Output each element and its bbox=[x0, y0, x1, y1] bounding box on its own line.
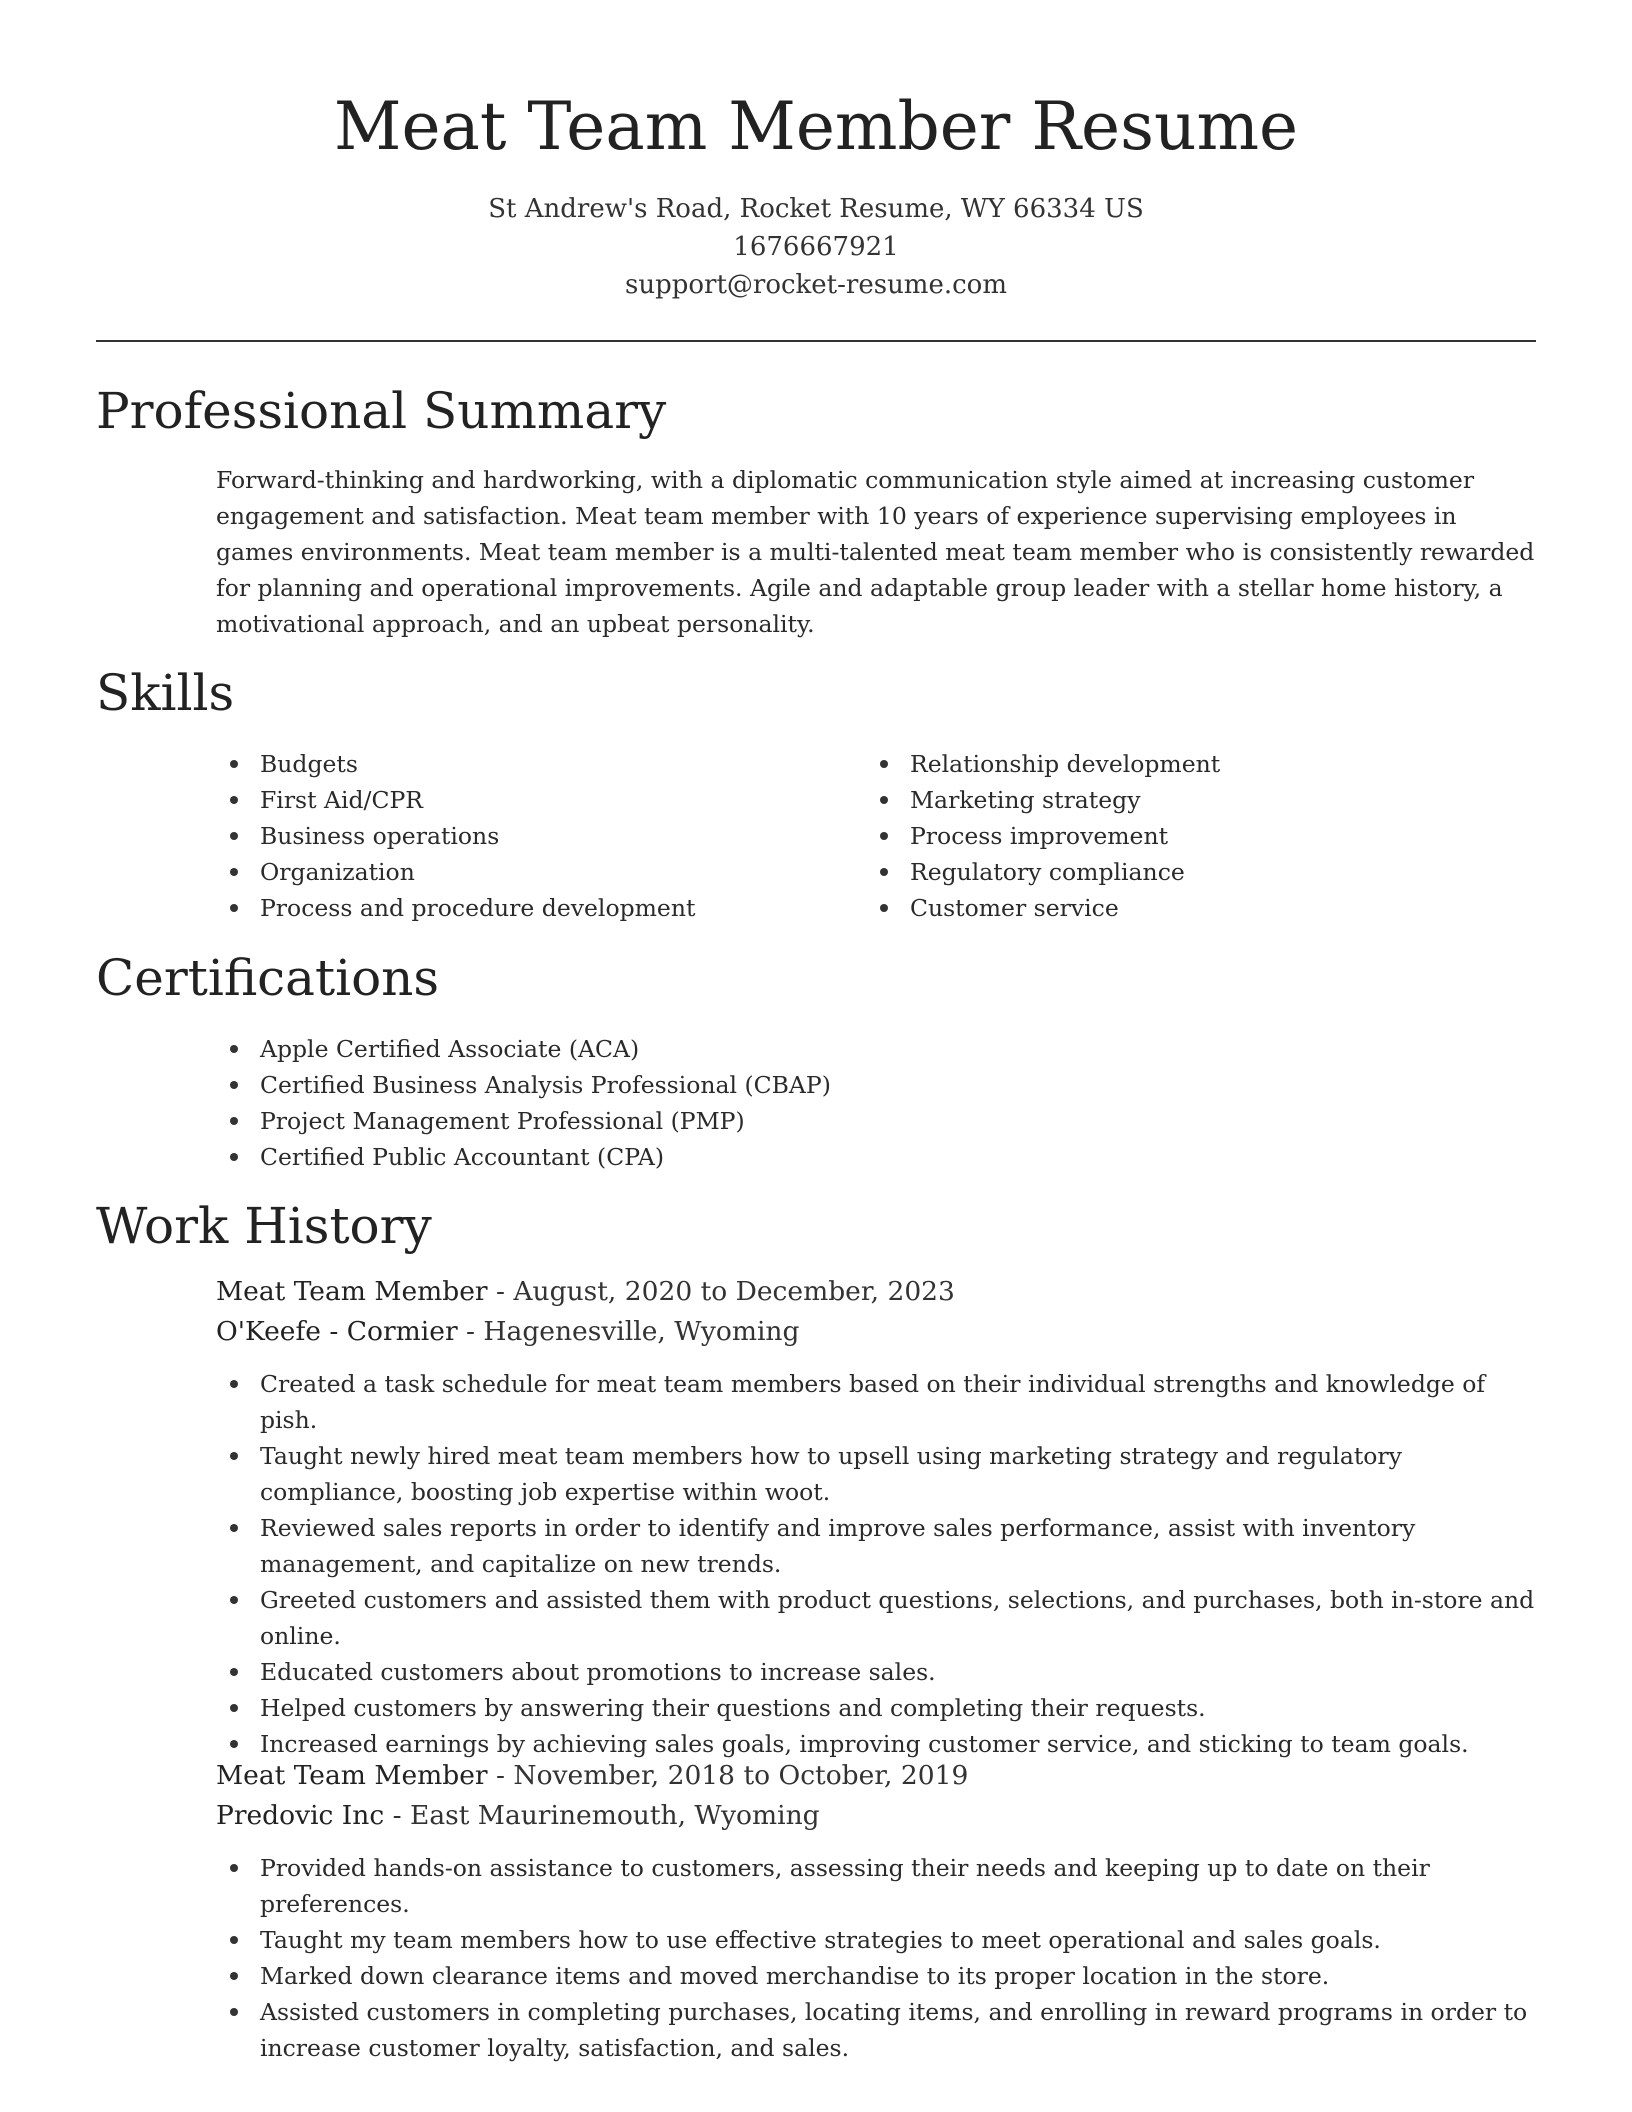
skill-item: Process improvement bbox=[866, 818, 1516, 854]
job-company-line bbox=[216, 1312, 1536, 1352]
duty-item: Reviewed sales reports in order to identify and improve sales performance, assist with inventory management, and capitalize on new trends. bbox=[216, 1510, 1536, 1582]
skills-list bbox=[216, 746, 1536, 926]
skill-item: Marketing strategy bbox=[866, 782, 1516, 818]
email: support@rocket-resume.com bbox=[624, 270, 1007, 300]
job-company: Predovic Inc bbox=[216, 1800, 385, 1831]
certification-item: Project Management Professional (PMP) bbox=[216, 1103, 1536, 1139]
duty-item: Educated customers about promotions to increase sales. bbox=[216, 1654, 1536, 1690]
skill-item: Relationship development bbox=[866, 746, 1516, 782]
duty-item: Helped customers by answering their questions and completing their requests. bbox=[216, 1690, 1536, 1726]
address: St Andrew's Road, Rocket Resume, WY 66334 US bbox=[488, 194, 1144, 224]
duty-item: Taught newly hired meat team members how to upsell using marketing strategy and regulatory compliance, boosting job expertise within woot. bbox=[216, 1438, 1536, 1510]
phone: 1676667921 bbox=[733, 232, 899, 262]
certification-item: Certified Business Analysis Professional (CBAP) bbox=[216, 1067, 1536, 1103]
job-dates: - November, 2018 to October, 2019 bbox=[487, 1760, 969, 1791]
skill-item: Process and procedure development bbox=[216, 890, 866, 926]
certifications-list bbox=[216, 1031, 1536, 1175]
job-title-line bbox=[216, 1272, 1536, 1312]
skill-item: Customer service bbox=[866, 890, 1516, 926]
job-duties bbox=[216, 1850, 1536, 2066]
job-location: - East Maurinemouth, Wyoming bbox=[384, 1800, 820, 1831]
duty-item: Created a task schedule for meat team members based on their individual strengths and knowledge of pish. bbox=[216, 1366, 1536, 1438]
skill-item: Regulatory compliance bbox=[866, 854, 1516, 890]
certifications-heading: Certifications bbox=[96, 949, 440, 1007]
skill-item: First Aid/CPR bbox=[216, 782, 866, 818]
resume-header bbox=[96, 82, 1536, 304]
job-title-line bbox=[216, 1756, 1536, 1796]
summary-heading: Professional Summary bbox=[96, 382, 667, 440]
certification-item: Apple Certified Associate (ACA) bbox=[216, 1031, 1536, 1067]
job-company-line bbox=[216, 1796, 1536, 1836]
job-location: - Hagenesville, Wyoming bbox=[457, 1316, 800, 1347]
job-role: Meat Team Member bbox=[216, 1276, 488, 1307]
duty-item: Increased earnings by achieving sales goals, improving customer service, and sticking to team goals. bbox=[216, 1726, 1536, 1762]
skill-item: Budgets bbox=[216, 746, 866, 782]
duty-item: Assisted customers in completing purchases, locating items, and enrolling in reward programs in order to increase customer loyalty, satisfaction, and sales. bbox=[216, 1994, 1536, 2066]
job-entry bbox=[216, 1756, 1536, 2066]
skills-column-left bbox=[216, 746, 866, 926]
duty-item: Taught my team members how to use effective strategies to meet operational and sales goals. bbox=[216, 1922, 1536, 1958]
duty-item: Provided hands-on assistance to customers, assessing their needs and keeping up to date on their preferences. bbox=[216, 1850, 1536, 1922]
duty-item: Marked down clearance items and moved merchandise to its proper location in the store. bbox=[216, 1958, 1536, 1994]
resume-title: Meat Team Member Resume bbox=[333, 88, 1299, 165]
work-history-heading: Work History bbox=[96, 1197, 432, 1255]
job-duties bbox=[216, 1366, 1536, 1762]
skill-item: Business operations bbox=[216, 818, 866, 854]
job-role: Meat Team Member bbox=[216, 1760, 488, 1791]
header-divider bbox=[96, 340, 1536, 342]
skill-item: Organization bbox=[216, 854, 866, 890]
job-company: O'Keefe - Cormier bbox=[216, 1316, 458, 1347]
contact-info bbox=[96, 190, 1536, 304]
skills-column-right bbox=[866, 746, 1516, 926]
duty-item: Greeted customers and assisted them with product questions, selections, and purchases, both in-store and online. bbox=[216, 1582, 1536, 1654]
certification-item: Certified Public Accountant (CPA) bbox=[216, 1139, 1536, 1175]
job-dates: - August, 2020 to December, 2023 bbox=[487, 1276, 955, 1307]
summary-text: Forward-thinking and hardworking, with a diplomatic communication style aimed at increasing customer engagement and satisfaction. Meat team member with 10 years of experience supervising employees in games environments. Meat team member is a multi-talented meat team member who is consistently rewarded for planning and operational improvements. Agile and adaptable group leader with a stellar home history, a motivational approach, and an upbeat personality. bbox=[216, 466, 1535, 638]
skills-heading: Skills bbox=[96, 664, 235, 722]
job-entry bbox=[216, 1272, 1536, 1762]
